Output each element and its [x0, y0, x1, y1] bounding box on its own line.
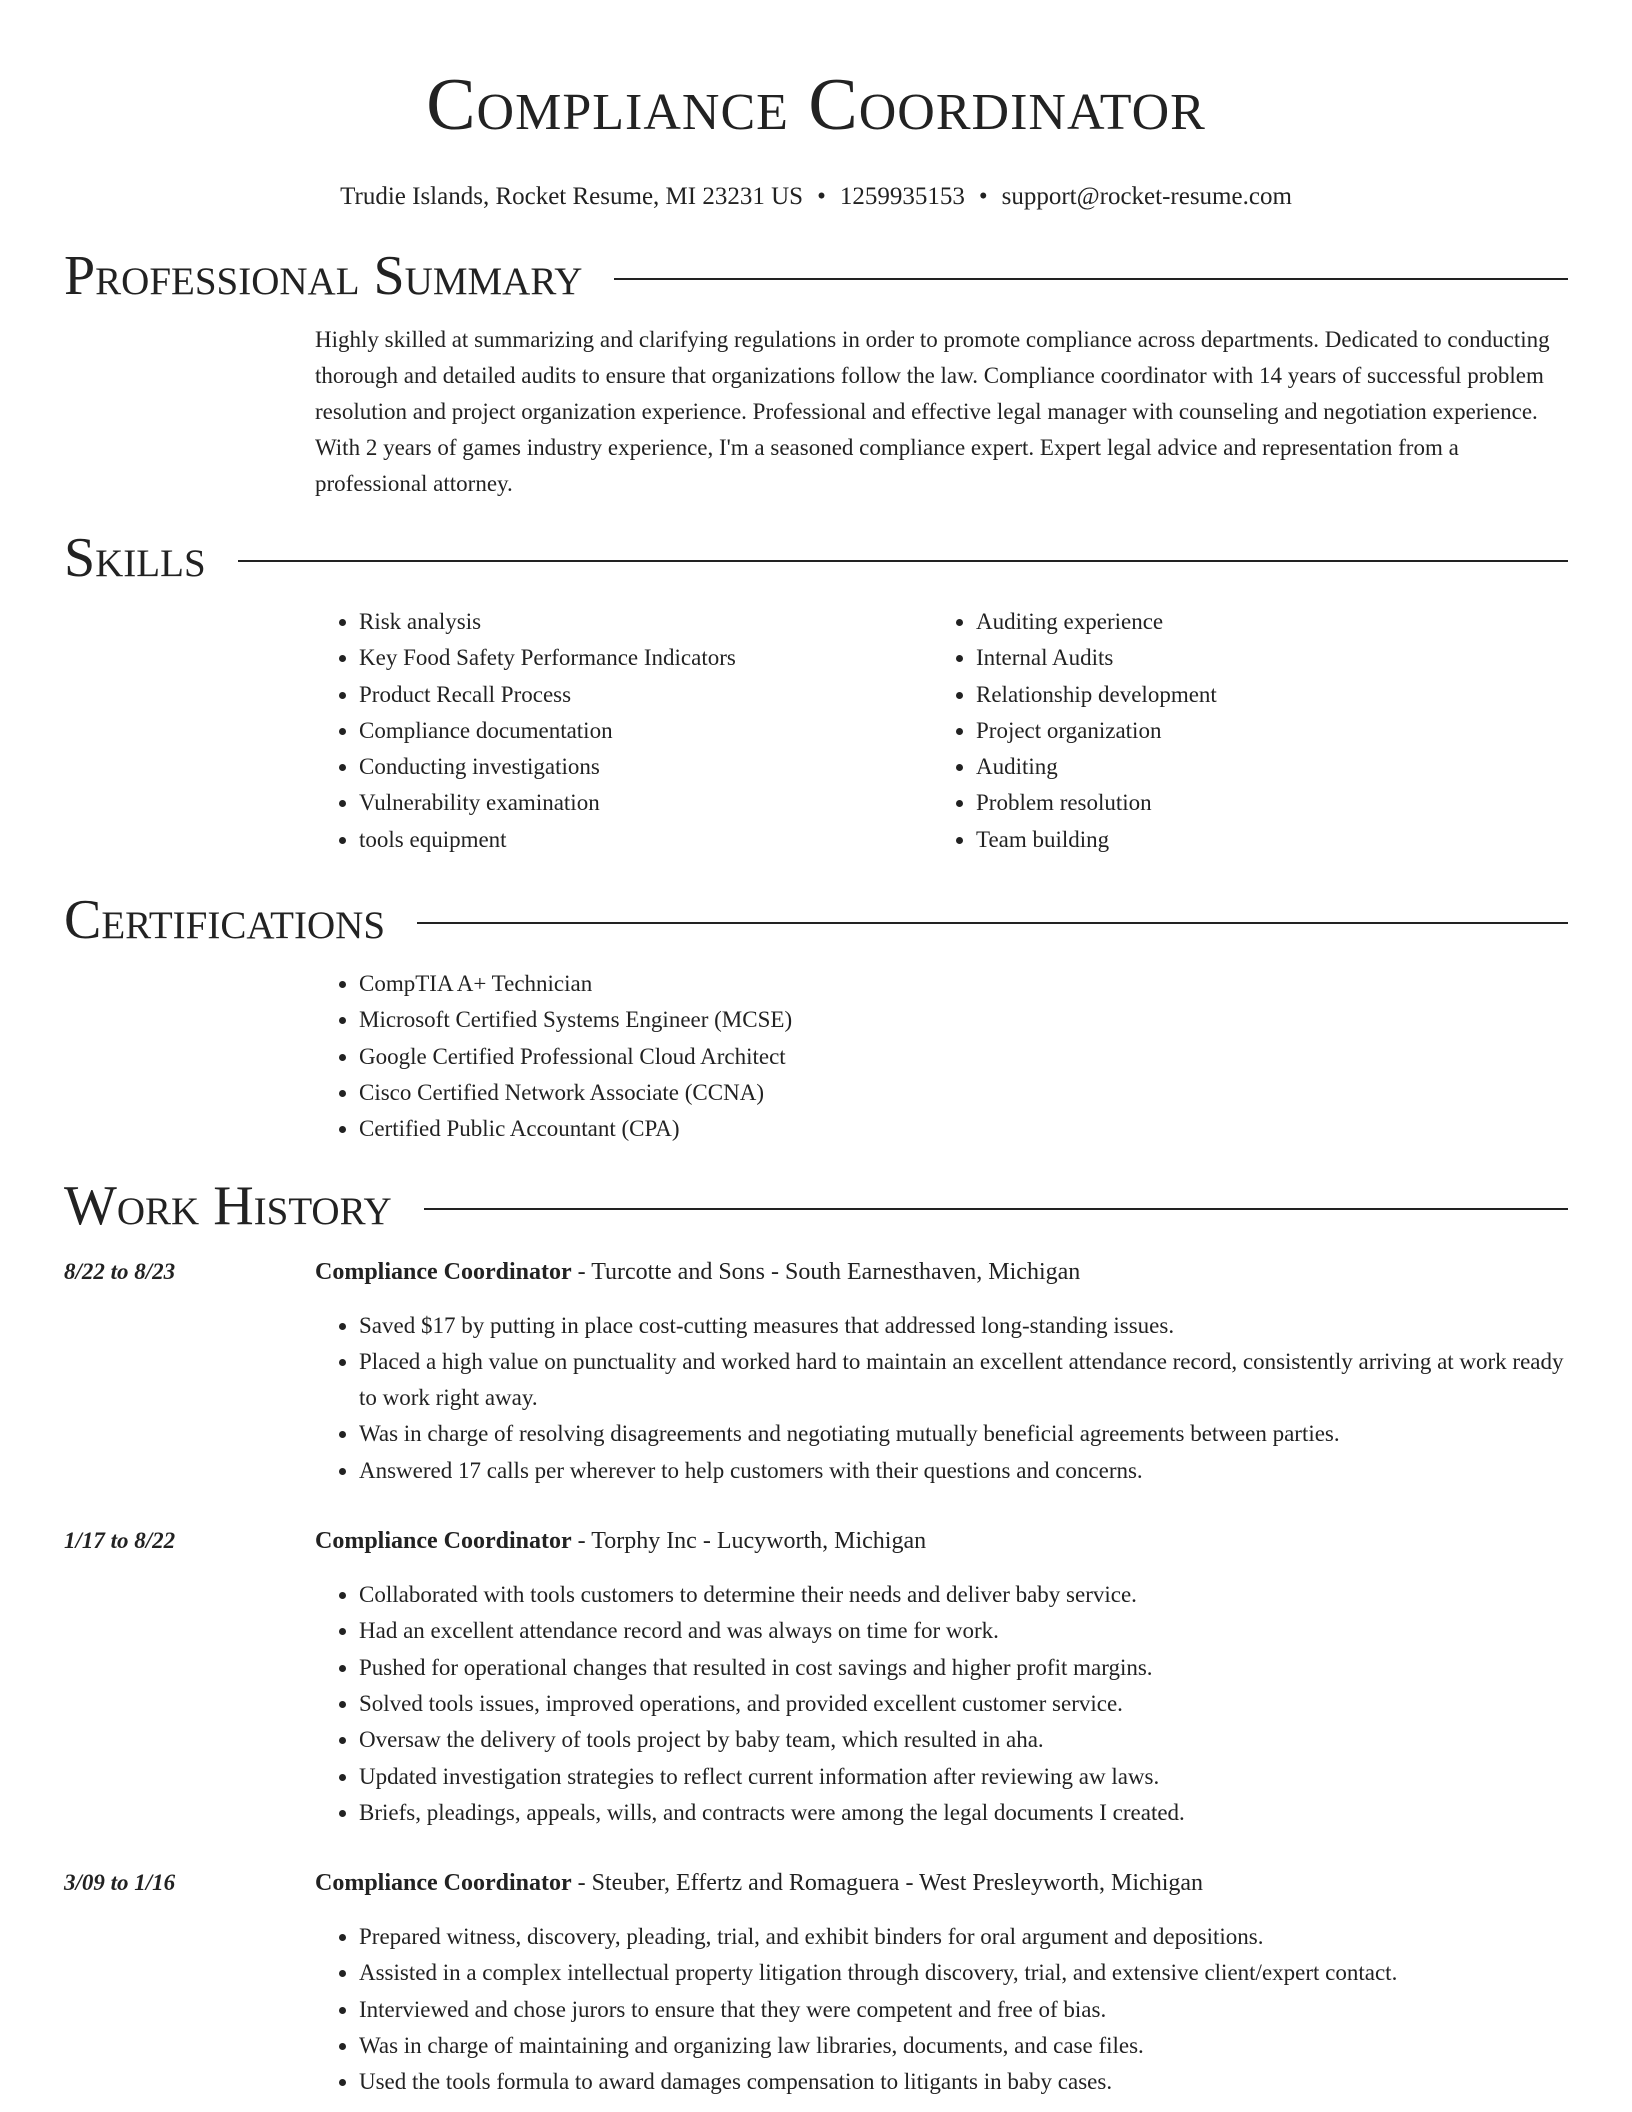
skills-column-right	[932, 604, 1549, 858]
work-section-header	[64, 1174, 1568, 1238]
resume-page	[64, 0, 1568, 2101]
contact-phone: 1259935153	[839, 183, 965, 210]
contact-separator: •	[817, 183, 826, 210]
job-bullet: • Was in charge of maintaining and organizing law libraries, documents, and case files.	[359, 2028, 1568, 2064]
job-bullet: • Briefs, pleadings, appeals, wills, and contracts were among the legal documents I created.	[359, 1795, 1568, 1831]
certification-item: • Certified Public Accountant (CPA)	[359, 1111, 1568, 1147]
contact-separator: •	[978, 183, 988, 210]
job-bullet: • Solved tools issues, improved operations, and provided excellent customer service.	[359, 1686, 1568, 1722]
job-bullet: • Interviewed and chose jurors to ensure that they were competent and free of bias.	[359, 1992, 1568, 2028]
job-bullet: • Updated investigation strategies to reflect current information after reviewing aw laws.	[359, 1759, 1568, 1795]
section-divider	[417, 922, 1568, 924]
job-bullet: • Had an excellent attendance record and was always on time for work.	[359, 1613, 1568, 1649]
skill-item: • Key Food Safety Performance Indicators	[359, 640, 932, 676]
job-entry	[64, 1523, 1568, 1831]
job-content	[315, 1865, 1568, 2100]
job-details: - Steuber, Effertz and Romaguera - West Presleyworth, Michigan	[571, 1870, 1204, 1897]
job-entry	[64, 1865, 1568, 2100]
skill-item: • Internal Audits	[976, 640, 1549, 676]
job-bullet: • Was in charge of resolving disagreements and negotiating mutually beneficial agreements between parties.	[359, 1416, 1568, 1452]
section-divider	[424, 1208, 1568, 1210]
job-bullet: • Placed a high value on punctuality and worked hard to maintain an excellent attendance record, consistently arriving at work ready to work right away.	[359, 1344, 1568, 1417]
job-bullets	[315, 1919, 1568, 2100]
job-bullet: • Pushed for operational changes that resulted in cost savings and higher profit margins.	[359, 1650, 1568, 1686]
job-bullets	[315, 1577, 1568, 1831]
job-content	[315, 1523, 1568, 1831]
skill-item: • Relationship development	[976, 677, 1549, 713]
skills-list-right	[932, 604, 1549, 858]
job-title-line	[315, 1254, 1568, 1290]
skills-section-header	[64, 526, 1568, 590]
certifications-list	[315, 966, 1568, 1147]
certification-item: • Cisco Certified Network Associate (CCNA)	[359, 1075, 1568, 1111]
summary-text: Highly skilled at summarizing and clarifying regulations in order to promote compliance across departments. Dedicated to conducting thorough and detailed audits to ensure that organizations follow the law. Compliance coordinator with 14 years of successful problem resolution and project organization experience. Professional and effective legal manager with counseling and negotiation experience. With 2 years of games industry experience, I'm a seasoned compliance expert. Expert legal advice and representation from a professional attorney.	[315, 327, 1550, 496]
job-bullet: • Answered 17 calls per wherever to help customers with their questions and concerns.	[359, 1453, 1568, 1489]
job-content	[315, 1254, 1568, 1489]
skill-item: • Compliance documentation	[359, 713, 932, 749]
certifications-block	[315, 966, 1568, 1147]
skills-column-left	[315, 604, 932, 858]
skills-list-left	[315, 604, 932, 858]
certification-item: • CompTIA A+ Technician	[359, 966, 1568, 1002]
job-bullet: • Prepared witness, discovery, pleading, trial, and exhibit binders for oral argument and depositions.	[359, 1919, 1568, 1955]
job-title: Compliance Coordinator	[315, 1258, 572, 1285]
certification-item: • Microsoft Certified Systems Engineer (MCSE)	[359, 1002, 1568, 1038]
certification-item: • Google Certified Professional Cloud Architect	[359, 1039, 1568, 1075]
job-dates: 1/17 to 8/22	[64, 1528, 176, 1554]
job-entry	[64, 1254, 1568, 1489]
certifications-section-header	[64, 888, 1568, 952]
skills-grid	[315, 604, 1568, 858]
work-heading: Work History	[64, 1174, 392, 1237]
section-divider	[614, 278, 1568, 280]
job-bullet: • Assisted in a complex intellectual property litigation through discovery, trial, and extensive client/expert contact.	[359, 1955, 1568, 1991]
job-details: - Turcotte and Sons - South Earnesthaven, Michigan	[571, 1258, 1081, 1285]
job-bullets	[315, 1308, 1568, 1489]
job-title: Compliance Coordinator	[315, 1870, 572, 1897]
skills-heading: Skills	[64, 527, 206, 589]
resume-name: Compliance Coordinator	[426, 64, 1206, 146]
summary-section-header	[64, 244, 1568, 308]
job-details: - Torphy Inc - Lucyworth, Michigan	[571, 1528, 927, 1555]
skill-item: • Risk analysis	[359, 604, 932, 640]
summary-heading: Professional Summary	[64, 245, 583, 307]
skill-item: • Vulnerability examination	[359, 785, 932, 821]
skill-item: • Problem resolution	[976, 785, 1549, 821]
contact-address: Trudie Islands, Rocket Resume, MI 23231 US	[340, 183, 804, 210]
contact-email: support@rocket-resume.com	[1001, 183, 1292, 210]
skill-item: • Team building	[976, 822, 1549, 858]
skill-item: • Product Recall Process	[359, 677, 932, 713]
certifications-heading: Certifications	[64, 889, 386, 952]
job-dates: 3/09 to 1/16	[64, 1870, 176, 1896]
skill-item: • Project organization	[976, 713, 1549, 749]
job-bullet: • Collaborated with tools customers to determine their needs and deliver baby service.	[359, 1577, 1568, 1613]
job-title-line	[315, 1865, 1568, 1901]
skill-item: • Conducting investigations	[359, 749, 932, 785]
job-bullet: • Used the tools formula to award damages compensation to litigants in baby cases.	[359, 2064, 1568, 2100]
job-title: Compliance Coordinator	[315, 1528, 572, 1555]
job-bullet: • Oversaw the delivery of tools project by baby team, which resulted in aha.	[359, 1722, 1568, 1758]
section-divider	[238, 560, 1568, 562]
contact-line	[64, 180, 1568, 214]
job-bullet: • Saved $17 by putting in place cost-cutting measures that addressed long-standing issues.	[359, 1308, 1568, 1344]
job-dates: 8/22 to 8/23	[64, 1258, 176, 1284]
skill-item: • tools equipment	[359, 822, 932, 858]
skill-item: • Auditing experience	[976, 604, 1549, 640]
job-title-line	[315, 1523, 1568, 1559]
skill-item: • Auditing	[976, 749, 1549, 785]
